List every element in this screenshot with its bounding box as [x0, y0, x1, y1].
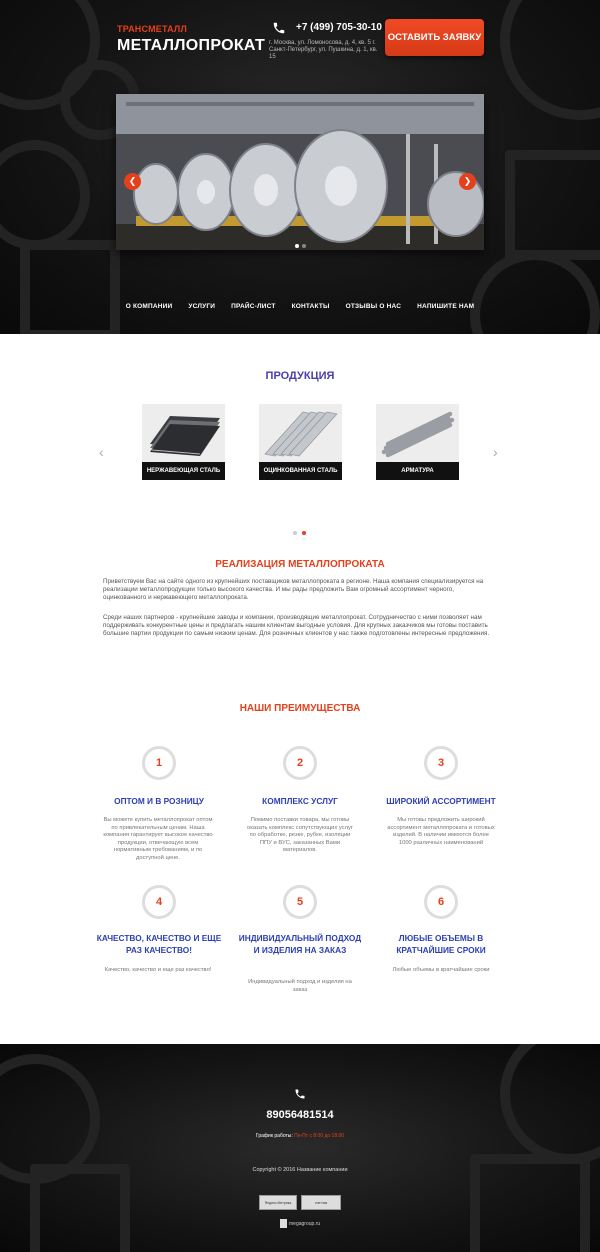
advantages-title: НАШИ ПРЕИМУЩЕСТВА	[239, 703, 361, 714]
about-paragraph: Приветствуем Вас на сайте одного из крупнейших поставщиков металлопроката в регионе. Наша компания специализируется на реализации металлопродукции только высокого качества. И мы рады предложить Вам огромный ассортимент черного, оцинкованного и нержавеющего металлопроката.	[103, 578, 484, 601]
advantage-number: 6	[424, 885, 458, 919]
products-next-icon[interactable]: ›	[493, 444, 498, 460]
nav-about[interactable]: О КОМПАНИИ	[125, 303, 173, 310]
product-label: НЕРЖАВЕЮЩАЯ СТАЛЬ	[142, 462, 225, 480]
slider-dot[interactable]	[302, 244, 306, 248]
advantage-number: 5	[283, 885, 317, 919]
product-label: АРМАТУРА	[376, 462, 459, 480]
products-dot[interactable]	[293, 531, 297, 535]
advantage-heading: КОМПЛЕКС УСЛУГ	[262, 796, 338, 806]
working-hours-value: Пн-Пт с 8:00 до 18:00	[294, 1133, 345, 1139]
nav-reviews[interactable]: ОТЗЫВЫ О НАС	[345, 303, 402, 310]
bg-pipe	[0, 140, 90, 250]
about-paragraph: Среди наших партнеров - крупнейшие заводы и компании, производящие металлопрокат. Сотрудничество с ними позволяет нам поддерживать конкурентные цены и предлагать нашим клиентам выгодные условия. Для крупных заказчиков мы готовы поставить большие партии продукции по самым низким ценам. Для розничных клиентов у нас также подготовлены интересные предложения.	[103, 614, 490, 637]
product-card-rebar[interactable]	[376, 404, 459, 480]
products-prev-icon[interactable]: ‹	[99, 444, 104, 460]
request-button[interactable]: ОСТАВИТЬ ЗАЯВКУ	[385, 19, 484, 56]
bg-pipe	[505, 150, 600, 260]
advantage-number: 3	[424, 746, 458, 780]
working-hours-label: График работы:	[255, 1133, 293, 1139]
advantage-heading: ШИРОКИЙ АССОРТИМЕНТ	[386, 796, 496, 806]
nav-price-list[interactable]: ПРАЙС-ЛИСТ	[231, 303, 276, 310]
rebar-image	[376, 404, 459, 462]
advantage-heading: КАЧЕСТВО, КАЧЕСТВО И ЕЩЕ РАЗ КАЧЕСТВО!	[96, 933, 222, 955]
about-title: РЕАЛИЗАЦИЯ МЕТАЛЛОПРОКАТА	[215, 559, 385, 570]
footer-phone-icon	[294, 1088, 306, 1100]
main-nav	[0, 303, 600, 310]
product-card-stainless[interactable]	[142, 404, 225, 480]
counter-badge[interactable]: счетчик	[301, 1195, 341, 1210]
advantage-text: Индивидуальный подход и изделия на заказ	[248, 979, 352, 993]
slider-next-button[interactable]: ❯	[459, 173, 476, 190]
advantage-heading: ИНДИВИДУАЛЬНЫЙ ПОДХОД И ИЗДЕЛИЯ НА ЗАКАЗ	[238, 933, 362, 955]
header-phone[interactable]: +7 (499) 705-30-10	[296, 22, 382, 33]
galvanized-steel-image	[259, 404, 342, 462]
metrika-badge[interactable]: Яндекс.Метрика	[259, 1195, 297, 1210]
bg-pipe	[500, 0, 600, 120]
slider-prev-button[interactable]: ❮	[124, 173, 141, 190]
bg-pipe	[470, 250, 600, 334]
advantage-text: Помимо поставки товара, мы готовы оказать комплекс сопутствующих услуг по обработке, резке, рубке, изоляции ППУ и ВУС, заказанных Вами материалов.	[247, 817, 353, 853]
products-dot[interactable]	[302, 531, 306, 535]
phone-icon	[272, 21, 286, 35]
brand-title[interactable]: МЕТАЛЛОПРОКАТ	[117, 37, 266, 54]
slider-dot[interactable]	[295, 244, 299, 248]
working-hours	[0, 1133, 600, 1139]
advantage-heading: ОПТОМ И В РОЗНИЦУ	[114, 796, 204, 806]
copyright: Copyright © 2016 Название компании	[252, 1167, 348, 1173]
bg-pipe	[30, 1164, 130, 1252]
advantage-text: Любые объемы в кратчайшие сроки	[392, 967, 490, 973]
header	[0, 0, 600, 334]
developer-logo-icon	[280, 1219, 287, 1228]
stainless-steel-image	[142, 404, 225, 462]
nav-contacts[interactable]: КОНТАКТЫ	[291, 303, 330, 310]
product-card-galvanized[interactable]	[259, 404, 342, 480]
developer-link[interactable]: megagroup.ru	[289, 1221, 321, 1227]
bg-pipe	[20, 240, 120, 334]
advantage-number: 2	[283, 746, 317, 780]
advantage-text: Мы готовы предложить широкий ассортимент металлопроката и готовых изделий. В наличии имеются более 1000 различных наименований	[387, 817, 495, 846]
nav-write-us[interactable]: НАПИШИТЕ НАМ	[417, 303, 475, 310]
advantage-number: 4	[142, 885, 176, 919]
footer-phone[interactable]: 89056481514	[266, 1109, 334, 1121]
products-title: ПРОДУКЦИЯ	[265, 370, 335, 382]
brand-subtitle: ТРАНСМЕТАЛЛ	[117, 24, 187, 34]
advantage-text: Вы можете купить металлопрокат оптом по привлекательным ценам. Наша компания гарантирует высокое качество продукции, отвечающую всем нормативным требованиям, и по доступной цене.	[103, 817, 213, 861]
product-label: ОЦИНКОВАННАЯ СТАЛЬ	[259, 462, 342, 480]
header-address: г. Москва, ул. Ломоносова, д. 4, кв. 5 г. Санкт-Петербург, ул. Пушкина, д. 1, кв. 15	[269, 40, 378, 60]
hero-slider	[116, 94, 484, 250]
footer	[0, 1044, 600, 1252]
bg-pipe	[500, 1044, 600, 1164]
steel-coils-image	[116, 94, 484, 250]
advantage-number: 1	[142, 746, 176, 780]
advantage-heading: ЛЮБЫЕ ОБЪЕМЫ В КРАТЧАЙШИЕ СРОКИ	[396, 933, 486, 955]
nav-services[interactable]: УСЛУГИ	[188, 303, 216, 310]
advantage-text: Качество, качество и еще раз качество!	[104, 967, 212, 973]
